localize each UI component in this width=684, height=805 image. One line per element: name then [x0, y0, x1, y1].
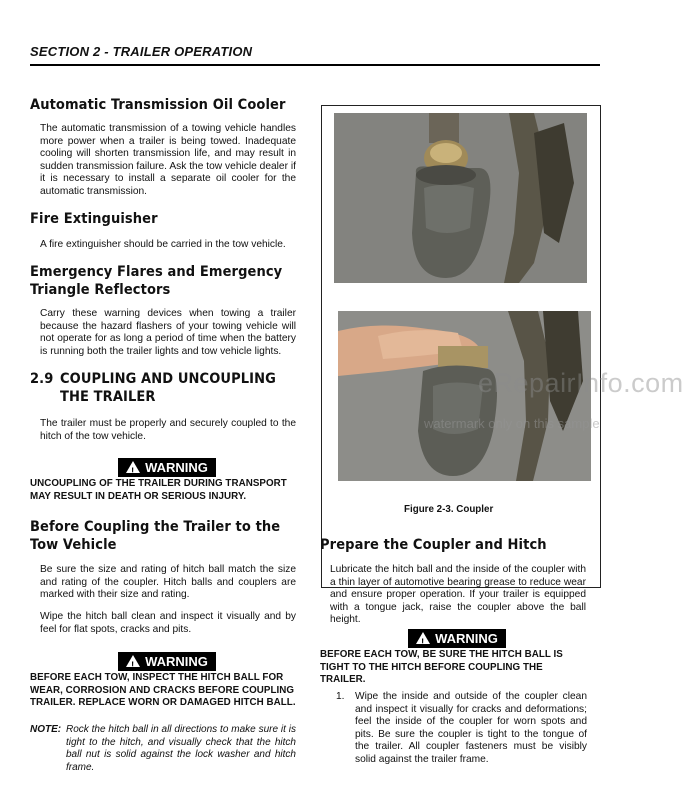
note-text: Rock the hitch ball in all directions to make sure it is tight to the hitch, and visually check that the hitch ball nut is solid against the lock washer and hitch frame. [66, 724, 296, 773]
flares-paragraph: Carry these warning devices when towing a trailer because the hazard flashers of your towing vehicle will not operate for as long a period of time when the battery is running both the trailer lights and tow vehicle lights. [40, 308, 296, 357]
before-coupling-paragraph-1: Be sure the size and rating of hitch ball match the size and rating of the coupler. Hitch balls and couplers are marked with their size and rating. [40, 564, 296, 601]
coupling-heading: COUPLING AND UNCOUPLING THE TRAILER [60, 371, 276, 405]
aoc-paragraph: The automatic transmission of a towing vehicle handles more power when a trailer is being towed. Inadequate cooling will shorten transmission life, and may result in sudden transmission failure. Ask the tow vehicle dealer if it is necessary to install a separate oil cooler for the automatic transmission. [40, 123, 296, 197]
flares-heading: Emergency Flares and Emergency Triangle Reflectors [30, 264, 283, 298]
coupling-number: 2.9 [30, 371, 54, 387]
coupler-photo-top [334, 113, 587, 283]
warning-triangle-icon [126, 655, 140, 667]
warning-text-2: BEFORE EACH TOW, INSPECT THE HITCH BALL FOR WEAR, CORROSION AND CRACKS BEFORE COUPLING TRAILER. REPLACE WORN OR DAMAGED HITCH BALL. [30, 672, 296, 709]
warning-text-1: UNCOUPLING OF THE TRAILER DURING TRANSPORT MAY RESULT IN DEATH OR SERIOUS INJURY. [30, 478, 287, 502]
note-label: NOTE: [30, 724, 62, 735]
warning-text-3: BEFORE EACH TOW, BE SURE THE HITCH BALL IS TIGHT TO THE HITCH BEFORE COUPLING THE TRAILER. [320, 649, 563, 686]
header-rule [30, 64, 600, 66]
step-text-1: Wipe the inside and outside of the coupler clean and inspect it visually for cracks and deformations; feel the inside of the coupler for worn spots and pits. Be sure the coupler is tight to the tongue of the trailer. All coupler fasteners must be visibly solid against the trailer frame. [355, 691, 587, 765]
prepare-heading: Prepare the Coupler and Hitch [320, 537, 547, 553]
coupling-paragraph: The trailer must be properly and securely coupled to the hitch of the tow vehicle. [40, 418, 296, 442]
fire-paragraph: A fire extinguisher should be carried in the tow vehicle. [40, 239, 286, 250]
warning-triangle-icon [416, 632, 430, 644]
before-coupling-paragraph-2: Wipe the hitch ball clean and inspect it visually and by feel for flat spots, cracks and pits. [40, 611, 296, 635]
warning-banner-2: !WARNING [118, 652, 216, 671]
warning-triangle-icon [126, 461, 140, 473]
watermark-sub: watermark only on this sample [424, 416, 600, 431]
warning-banner-1: !WARNING [118, 458, 216, 477]
fire-heading: Fire Extinguisher [30, 211, 158, 227]
prepare-paragraph: Lubricate the hitch ball and the inside of the coupler with a thin layer of automotive bearing grease to reduce wear and ensure proper operation. If your trailer is equipped with a tongue jack, raise the coupler above the ball height. [330, 564, 586, 626]
aoc-heading: Automatic Transmission Oil Cooler [30, 97, 286, 113]
figure-caption: Figure 2-3. Coupler [404, 504, 494, 515]
section-header: SECTION 2 - TRAILER OPERATION [30, 44, 253, 59]
warning-banner-3: !WARNING [408, 629, 506, 648]
step-number-1: 1. [336, 691, 345, 702]
watermark-main: eRepairInfo.com [478, 368, 684, 398]
before-coupling-heading: Before Coupling the Trailer to the Tow Vehicle [30, 519, 281, 553]
